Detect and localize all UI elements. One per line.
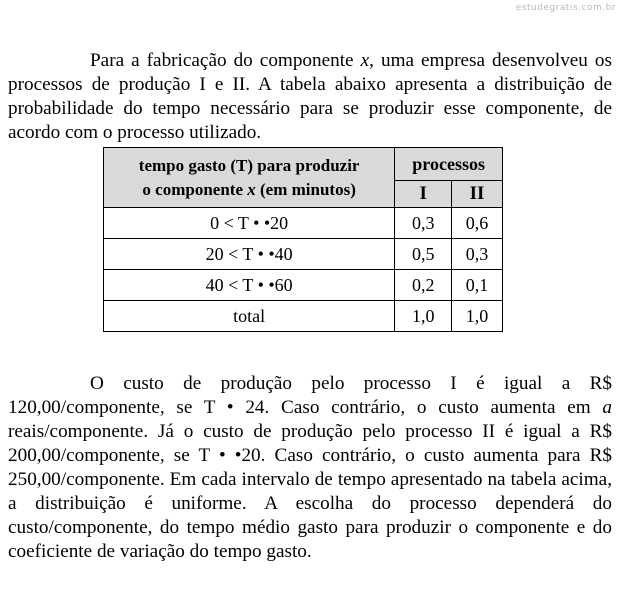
- header-col-ii: II: [452, 181, 503, 208]
- cost-text-1: O custo de produção pelo processo I é igual a R$ 120,00/componente, se T • 24. Caso contrário, o custo aumenta em: [8, 373, 612, 419]
- row-range: 20 < T • •40: [104, 239, 395, 270]
- header-processes: processos: [395, 148, 503, 181]
- row-value-i: 0,3: [395, 208, 452, 239]
- intro-paragraph: [8, 49, 612, 145]
- header-time-var: x: [247, 179, 256, 199]
- row-value-ii: 0,6: [452, 208, 503, 239]
- header-time-line2-post: (em minutos): [255, 179, 356, 199]
- row-value-i: 0,2: [395, 270, 452, 301]
- row-value-ii: 0,1: [452, 270, 503, 301]
- header-col-i: I: [395, 181, 452, 208]
- table-row: [104, 301, 503, 332]
- row-value-i: 1,0: [395, 301, 452, 332]
- table-row: [104, 208, 503, 239]
- row-range: 0 < T • •20: [104, 208, 395, 239]
- row-value-ii: 1,0: [452, 301, 503, 332]
- cost-var-a: a: [602, 397, 612, 419]
- cost-text-2: reais/componente. Já o custo de produção pelo processo II é igual a R$ 200,00/componente, se T • •20. Caso contrário, o custo aumenta para R$ 250,00/componente. Em cada intervalo de tempo apresentado na tabela acima, a distribuição é uniforme. A escolha do processo dependerá do custo/componente, do tempo médio gasto para produzir o componente e do coeficiente de variação do tempo gasto.: [8, 421, 612, 563]
- intro-var-x: x: [360, 50, 370, 72]
- intro-text-1: Para a fabricação do componente: [90, 50, 361, 72]
- row-value-i: 0,5: [395, 239, 452, 270]
- row-value-ii: 0,3: [452, 239, 503, 270]
- header-time-line1: tempo gasto (T) para produzir: [138, 155, 360, 175]
- table-row: [104, 270, 503, 301]
- header-time-line2-pre: o componente: [142, 179, 248, 199]
- cost-paragraph: [8, 372, 612, 564]
- intro-text-2: , uma empresa desenvolveu os processos de produção I e II. A tabela abaixo apresenta a distribuição de probabilidade do tempo necessário para se produzir esse componente, de acordo com o processo utilizado.: [8, 50, 612, 144]
- probability-table: [103, 147, 503, 332]
- watermark: estudegratis.com.br: [515, 3, 616, 13]
- row-range: total: [104, 301, 395, 332]
- row-range: 40 < T • •60: [104, 270, 395, 301]
- table-row: [104, 239, 503, 270]
- header-time: [104, 148, 395, 208]
